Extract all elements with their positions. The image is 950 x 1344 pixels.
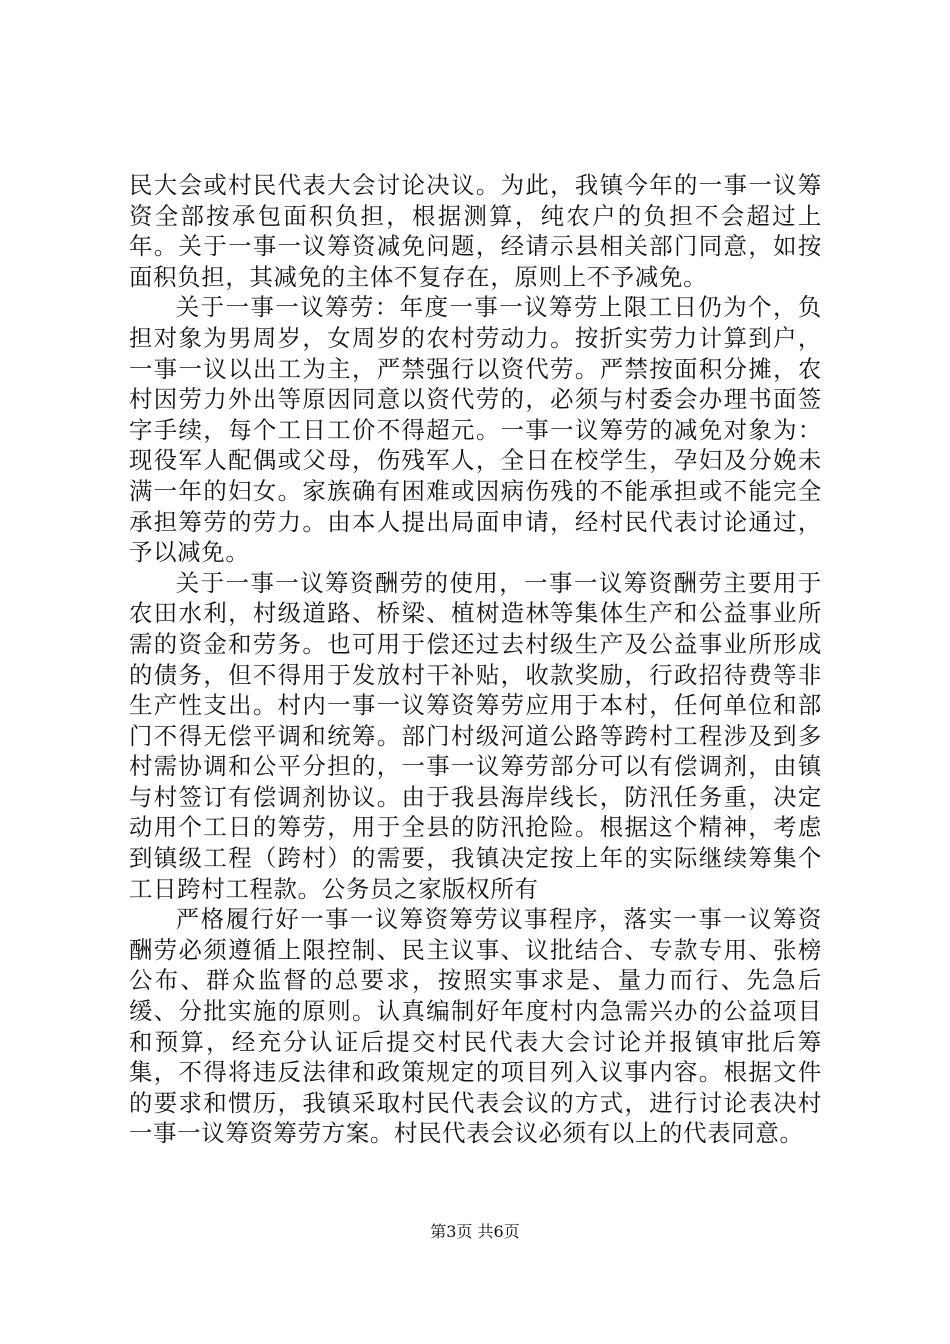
paragraph-procedure: 严格履行好一事一议筹资筹劳议事程序，落实一事一议筹资酬劳必须遵循上限控制、民主议事、议批结合、专款专用、张榜公布、群众监督的总要求，按照实事求是、量力而行、先急后缓、分批实施的原则。认真编制好年度村内急需兴办的公益项目和预算，经充分认证后提交村民代表大会讨论并报镇审批后筹集，不得将违反法律和政策规定的项目列入议事内容。根据文件的要求和惯历，我镇采取村民代表会议的方式，进行讨论表决村一事一议筹资筹劳方案。村民代表会议必须有以上的代表同意。: [129, 905, 822, 1148]
paragraph-fund-usage: 关于一事一议筹资酬劳的使用，一事一议筹资酬劳主要用于农田水利，村级道路、桥梁、植树造林等集体生产和公益事业所需的资金和劳务。也可用于偿还过去村级生产及公益事业所形成的债务，但不得用于发放村干补贴，收款奖励，行政招待费等非生产性支出。村内一事一议筹资筹劳应用于本村，任何单位和部门不得无偿平调和统筹。部门村级河道公路等跨村工程涉及到多村需协调和公平分担的，一事一议筹劳部分可以有偿调剂，由镇与村签订有偿调剂协议。由于我县海岸线长，防汛任务重，决定动用个工日的筹劳，用于全县的防汛抢险。根据这个精神，考虑到镇级工程（跨村）的需要，我镇决定按上年的实际继续筹集个工日跨村工程款。公务员之家版权所有: [129, 568, 822, 903]
paragraph-labor-raising: 关于一事一议筹劳：年度一事一议筹劳上限工日仍为个，负担对象为男周岁，女周岁的农村劳动力。按折实劳力计算到户，一事一议以出工为主，严禁强行以资代劳。严禁按面积分摊，农村因劳力外出等原因同意以资代劳的，必须与村委会办理书面签字手续，每个工日工价不得超元。一事一议筹劳的减免对象为：现役军人配偶或父母，伤残军人，全日在校学生，孕妇及分娩未满一年的妇女。家族确有困难或因病伤残的不能承担或不能完全承担筹劳的劳力。由本人提出局面申请，经村民代表讨论通过，予以减免。: [129, 293, 822, 567]
page-number-footer: 第3页 共6页: [430, 1222, 520, 1241]
document-body: [129, 170, 822, 1149]
paragraph-continued: 民大会或村民代表大会讨论决议。为此，我镇今年的一事一议筹资全部按承包面积负担，根据测算，纯农户的负担不会超过上年。关于一事一议筹资减免问题，经请示县相关部门同意，如按面积负担，其减免的主体不复存在，原则上不予减免。: [129, 171, 822, 291]
